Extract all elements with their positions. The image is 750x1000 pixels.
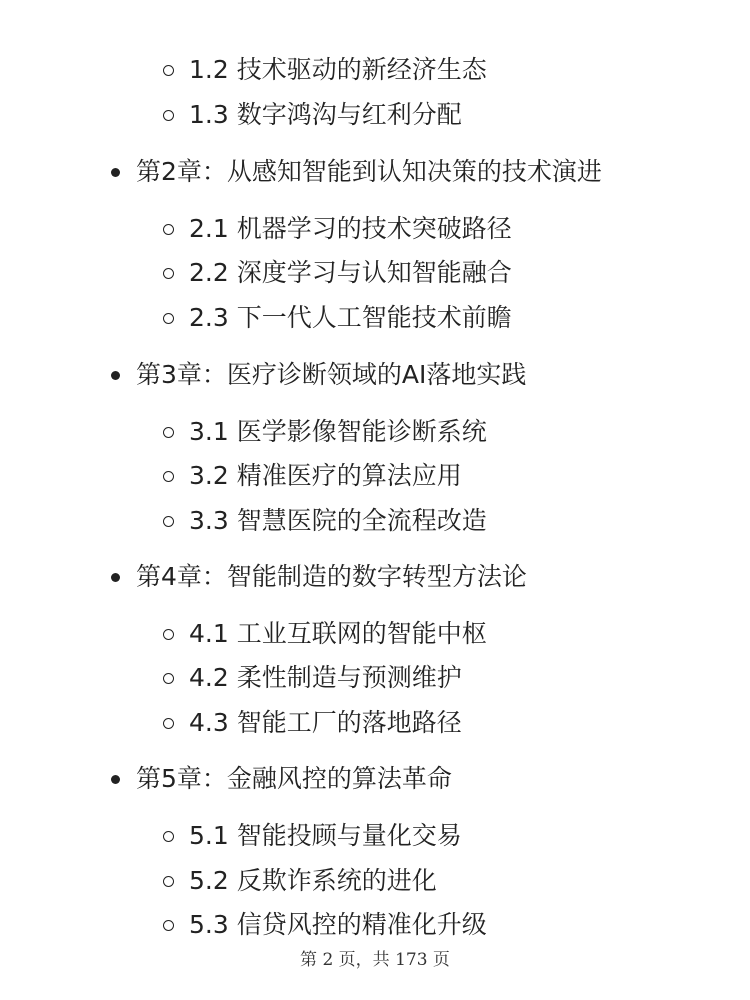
- toc-section-3-1: [163, 415, 487, 449]
- toc-section-text: 3.1 医学影像智能诊断系统: [189, 417, 487, 446]
- filled-bullet-icon: [111, 371, 120, 380]
- hollow-bullet-icon: [163, 629, 174, 640]
- hollow-bullet-icon: [163, 516, 174, 527]
- hollow-bullet-icon: [163, 471, 174, 482]
- toc-section-2-1: [163, 212, 512, 246]
- toc-section-1-2: [163, 53, 487, 87]
- toc-section-text: 1.2 技术驱动的新经济生态: [189, 55, 487, 84]
- toc-section-text: 4.1 工业互联网的智能中枢: [189, 619, 487, 648]
- toc-section-text: 5.1 智能投顾与量化交易: [189, 821, 462, 850]
- toc-chapter-text: 第2章：从感知智能到认知决策的技术演进: [136, 157, 602, 186]
- toc-chapter-2: [111, 155, 602, 189]
- hollow-bullet-icon: [163, 831, 174, 842]
- hollow-bullet-icon: [163, 65, 174, 76]
- hollow-bullet-icon: [163, 876, 174, 887]
- toc-section-1-3: [163, 98, 462, 132]
- hollow-bullet-icon: [163, 313, 174, 324]
- toc-chapter-text: 第4章：智能制造的数字转型方法论: [136, 562, 527, 591]
- hollow-bullet-icon: [163, 110, 174, 121]
- toc-section-2-2: [163, 256, 512, 290]
- toc-chapter-3: [111, 358, 526, 392]
- hollow-bullet-icon: [163, 268, 174, 279]
- hollow-bullet-icon: [163, 920, 174, 931]
- toc-section-text: 5.2 反欺诈系统的进化: [189, 866, 437, 895]
- toc-section-text: 2.3 下一代人工智能技术前瞻: [189, 303, 512, 332]
- toc-section-text: 5.3 信贷风控的精准化升级: [189, 910, 487, 939]
- toc-section-text: 4.2 柔性制造与预测维护: [189, 663, 462, 692]
- toc-section-2-3: [163, 301, 512, 335]
- hollow-bullet-icon: [163, 718, 174, 729]
- toc-section-text: 3.2 精准医疗的算法应用: [189, 461, 462, 490]
- toc-section-text: 4.3 智能工厂的落地路径: [189, 708, 462, 737]
- toc-section-3-3: [163, 504, 487, 538]
- toc-section-text: 1.3 数字鸿沟与红利分配: [189, 100, 462, 129]
- filled-bullet-icon: [111, 168, 120, 177]
- toc-section-3-2: [163, 459, 462, 493]
- hollow-bullet-icon: [163, 673, 174, 684]
- toc-section-4-2: [163, 661, 462, 695]
- filled-bullet-icon: [111, 775, 120, 784]
- hollow-bullet-icon: [163, 224, 174, 235]
- page-number-label: 第 2 页，共 173 页: [300, 950, 450, 970]
- toc-section-5-1: [163, 819, 462, 853]
- toc-section-text: 2.2 深度学习与认知智能融合: [189, 258, 512, 287]
- filled-bullet-icon: [111, 573, 120, 582]
- toc-section-text: 3.3 智慧医院的全流程改造: [189, 506, 487, 535]
- toc-chapter-4: [111, 560, 527, 594]
- toc-section-5-3: [163, 908, 487, 942]
- hollow-bullet-icon: [163, 427, 174, 438]
- toc-section-5-2: [163, 864, 437, 898]
- page-footer: [0, 948, 750, 972]
- toc-chapter-text: 第3章：医疗诊断领域的AI落地实践: [136, 360, 527, 389]
- toc-section-text: 2.1 机器学习的技术突破路径: [189, 214, 512, 243]
- toc-chapter-5: [111, 762, 452, 796]
- toc-chapter-text: 第5章：金融风控的算法革命: [136, 764, 452, 793]
- toc-section-4-1: [163, 617, 487, 651]
- toc-section-4-3: [163, 706, 462, 740]
